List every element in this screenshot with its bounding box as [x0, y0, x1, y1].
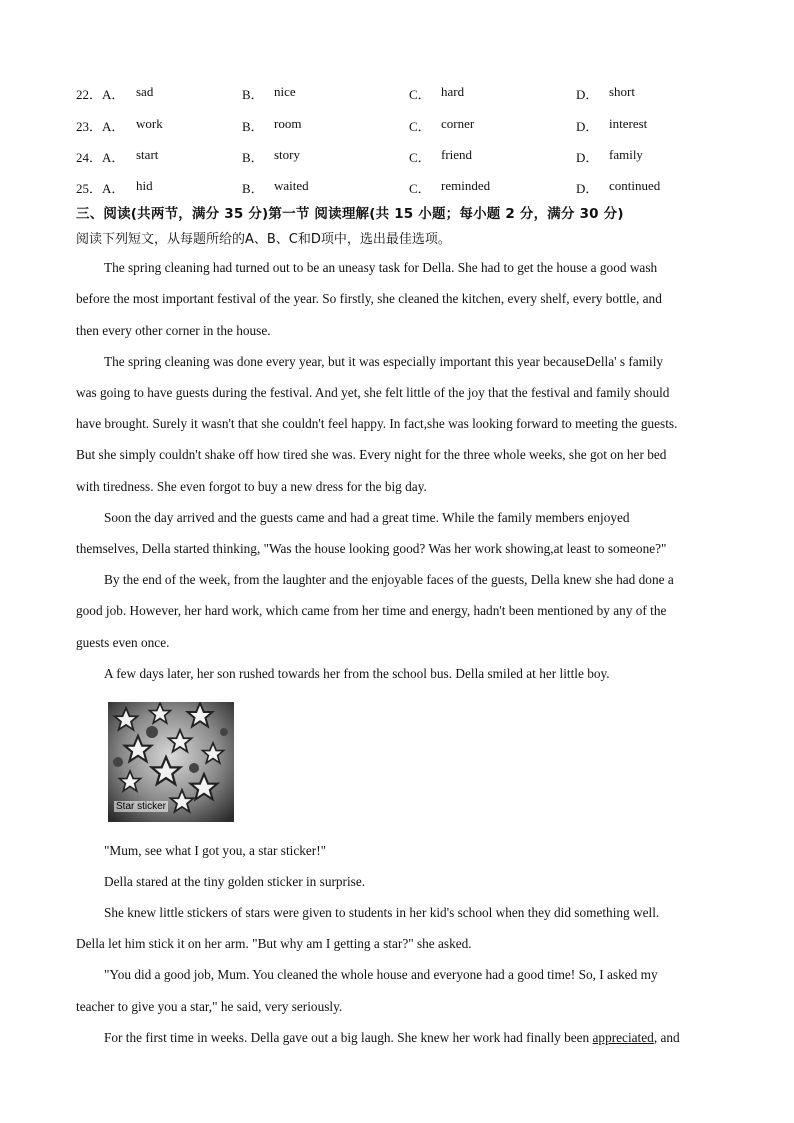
- question-number: 22．A．: [76, 87, 125, 102]
- passage-line: guests even once.: [76, 635, 170, 650]
- passage-line: The spring cleaning was done every year, but it was especially important this year becauseDella' s family: [104, 354, 664, 369]
- passage-text: For the first time in weeks. Della gave out a big laugh. She knew her work had finally been: [104, 1030, 593, 1045]
- section-instruction: 阅读下列短文，从每题所给的A、B、C和D项中，选出最佳选项。: [76, 232, 451, 247]
- option-c-label: C．: [409, 119, 431, 134]
- question-23-options: [76, 116, 736, 136]
- question-24-options: [76, 147, 736, 167]
- passage-line: have brought. Surely it wasn't that she couldn't feel happy. In fact,she was looking forward to meeting the guests.: [76, 416, 678, 431]
- option-b-label: B．: [242, 119, 264, 134]
- option-c: reminded: [441, 178, 491, 193]
- option-c: corner: [441, 116, 475, 131]
- option-b-label: B．: [242, 150, 264, 165]
- option-b-label: B．: [242, 181, 264, 196]
- passage-line: "You did a good job, Mum. You cleaned the whole house and everyone had a good time! So, I asked my: [104, 967, 658, 982]
- passage-line: with tiredness. She even forgot to buy a new dress for the big day.: [76, 479, 427, 494]
- option-d: continued: [609, 178, 661, 193]
- option-d-label: D．: [576, 150, 599, 165]
- option-d-label: D．: [576, 87, 599, 102]
- passage-line: before the most important festival of the year. So firstly, she cleaned the kitchen, every shelf, every bottle, and: [76, 291, 662, 306]
- passage-line: "Mum, see what I got you, a star sticker!": [104, 843, 327, 858]
- star-sticker-photo: [108, 702, 234, 822]
- question-number: 25．A．: [76, 181, 125, 196]
- option-b: room: [274, 116, 302, 131]
- passage-text: , and: [653, 1030, 680, 1045]
- option-b: story: [274, 147, 300, 162]
- question-number: 23．A．: [76, 119, 125, 134]
- option-b-label: B．: [242, 87, 264, 102]
- option-a: start: [136, 147, 159, 162]
- passage-line: But she simply couldn't shake off how tired she was. Every night for the three whole weeks, she got on her bed: [76, 447, 667, 462]
- option-d-label: D．: [576, 181, 599, 196]
- option-d: short: [609, 84, 635, 99]
- passage-line: The spring cleaning had turned out to be an uneasy task for Della. She had to get the house a good wash: [104, 260, 658, 275]
- passage-line: then every other corner in the house.: [76, 323, 271, 338]
- option-d-label: D．: [576, 119, 599, 134]
- option-a: hid: [136, 178, 153, 193]
- option-c: friend: [441, 147, 473, 162]
- option-d: interest: [609, 116, 648, 131]
- option-a: work: [136, 116, 163, 131]
- passage-line: Della let him stick it on her arm. "But why am I getting a star?" she asked.: [76, 936, 472, 951]
- question-22-options: [76, 84, 736, 104]
- option-c-label: C．: [409, 150, 431, 165]
- passage-line: [104, 1030, 680, 1046]
- image-caption: Star sticker: [116, 801, 167, 812]
- passage-line: By the end of the week, from the laughter and the enjoyable faces of the guests, Della knew she had done a: [104, 572, 674, 587]
- option-c: hard: [441, 84, 465, 99]
- option-b: nice: [274, 84, 296, 99]
- option-a: sad: [136, 84, 154, 99]
- question-25-options: [76, 178, 736, 198]
- passage-line: She knew little stickers of stars were given to students in her kid's school when they did something well.: [104, 905, 660, 920]
- passage-line: Soon the day arrived and the guests came and had a great time. While the family members enjoyed: [104, 510, 630, 525]
- option-d: family: [609, 147, 643, 162]
- passage-line: A few days later, her son rushed towards her from the school bus. Della smiled at her little boy.: [104, 666, 610, 681]
- question-number: 24．A．: [76, 150, 125, 165]
- passage-line: themselves, Della started thinking, "Was the house looking good? Was her work showing,at least to someone?": [76, 541, 667, 556]
- passage-line: teacher to give you a star," he said, very seriously.: [76, 999, 343, 1014]
- passage-line: good job. However, her hard work, which came from her time and energy, hadn't been mentioned by any of the: [76, 603, 667, 618]
- section-heading: 三、阅读(共两节，满分 35 分)第一节 阅读理解(共 15 小题；每小题 2 分，满分 30 分): [76, 206, 624, 222]
- passage-line: was going to have guests during the festival. And yet, she felt little of the joy that the festival and family should: [76, 385, 670, 400]
- option-c-label: C．: [409, 87, 431, 102]
- option-b: waited: [274, 178, 309, 193]
- passage-line: Della stared at the tiny golden sticker in surprise.: [104, 874, 366, 889]
- option-c-label: C．: [409, 181, 431, 196]
- underlined-word: appreciated: [592, 1030, 654, 1045]
